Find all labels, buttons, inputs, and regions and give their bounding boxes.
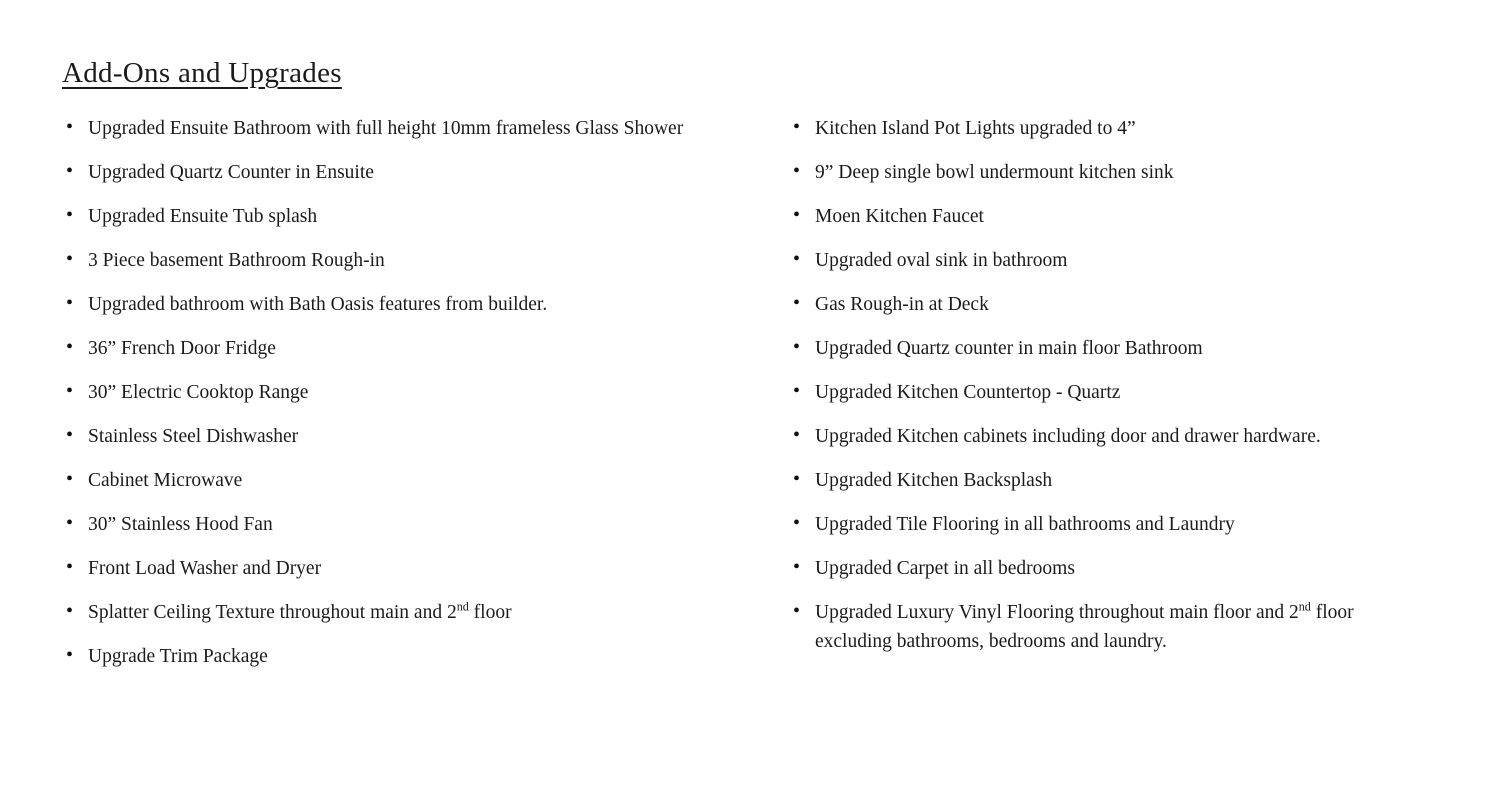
list-item: • Upgraded Kitchen Countertop - Quartz — [792, 378, 1492, 407]
two-column-bullet-list — [0, 114, 1500, 686]
list-item: • 30” Electric Cooktop Range — [65, 378, 765, 407]
right-column-list — [792, 114, 1492, 671]
list-item: • Upgraded Luxury Vinyl Flooring throughout main floor and 2nd floor excluding bathrooms, bedrooms and laundry. — [792, 598, 1492, 656]
list-item: • Stainless Steel Dishwasher — [65, 422, 765, 451]
list-item: • 36” French Door Fridge — [65, 334, 765, 363]
list-item: • Upgraded Carpet in all bedrooms — [792, 554, 1492, 583]
list-item: • 9” Deep single bowl undermount kitchen sink — [792, 158, 1492, 187]
list-item: • Splatter Ceiling Texture throughout main and 2nd floor — [65, 598, 765, 627]
list-item: • Upgraded Tile Flooring in all bathrooms and Laundry — [792, 510, 1492, 539]
list-item: • Upgraded oval sink in bathroom — [792, 246, 1492, 275]
list-item: • Moen Kitchen Faucet — [792, 202, 1492, 231]
list-item: • Upgraded Quartz Counter in Ensuite — [65, 158, 765, 187]
superscript: nd — [1298, 599, 1311, 614]
list-item: • Upgraded Quartz counter in main floor Bathroom — [792, 334, 1492, 363]
left-column-list — [65, 114, 765, 686]
list-item: • Cabinet Microwave — [65, 466, 765, 495]
superscript: nd — [456, 599, 469, 614]
list-item: • Upgraded Ensuite Bathroom with full height 10mm frameless Glass Shower — [65, 114, 765, 143]
list-item: • Upgraded bathroom with Bath Oasis features from builder. — [65, 290, 765, 319]
list-item: • Front Load Washer and Dryer — [65, 554, 765, 583]
list-item: • Upgraded Kitchen Backsplash — [792, 466, 1492, 495]
list-item: • Upgraded Kitchen cabinets including door and drawer hardware. — [792, 422, 1492, 451]
list-item: • Upgraded Ensuite Tub splash — [65, 202, 765, 231]
list-item: • 30” Stainless Hood Fan — [65, 510, 765, 539]
list-item: • Gas Rough-in at Deck — [792, 290, 1492, 319]
list-item: • 3 Piece basement Bathroom Rough-in — [65, 246, 765, 275]
list-item: • Upgrade Trim Package — [65, 642, 765, 671]
list-item: • Kitchen Island Pot Lights upgraded to 4” — [792, 114, 1492, 143]
page-title: Add-Ons and Upgrades — [62, 57, 342, 89]
